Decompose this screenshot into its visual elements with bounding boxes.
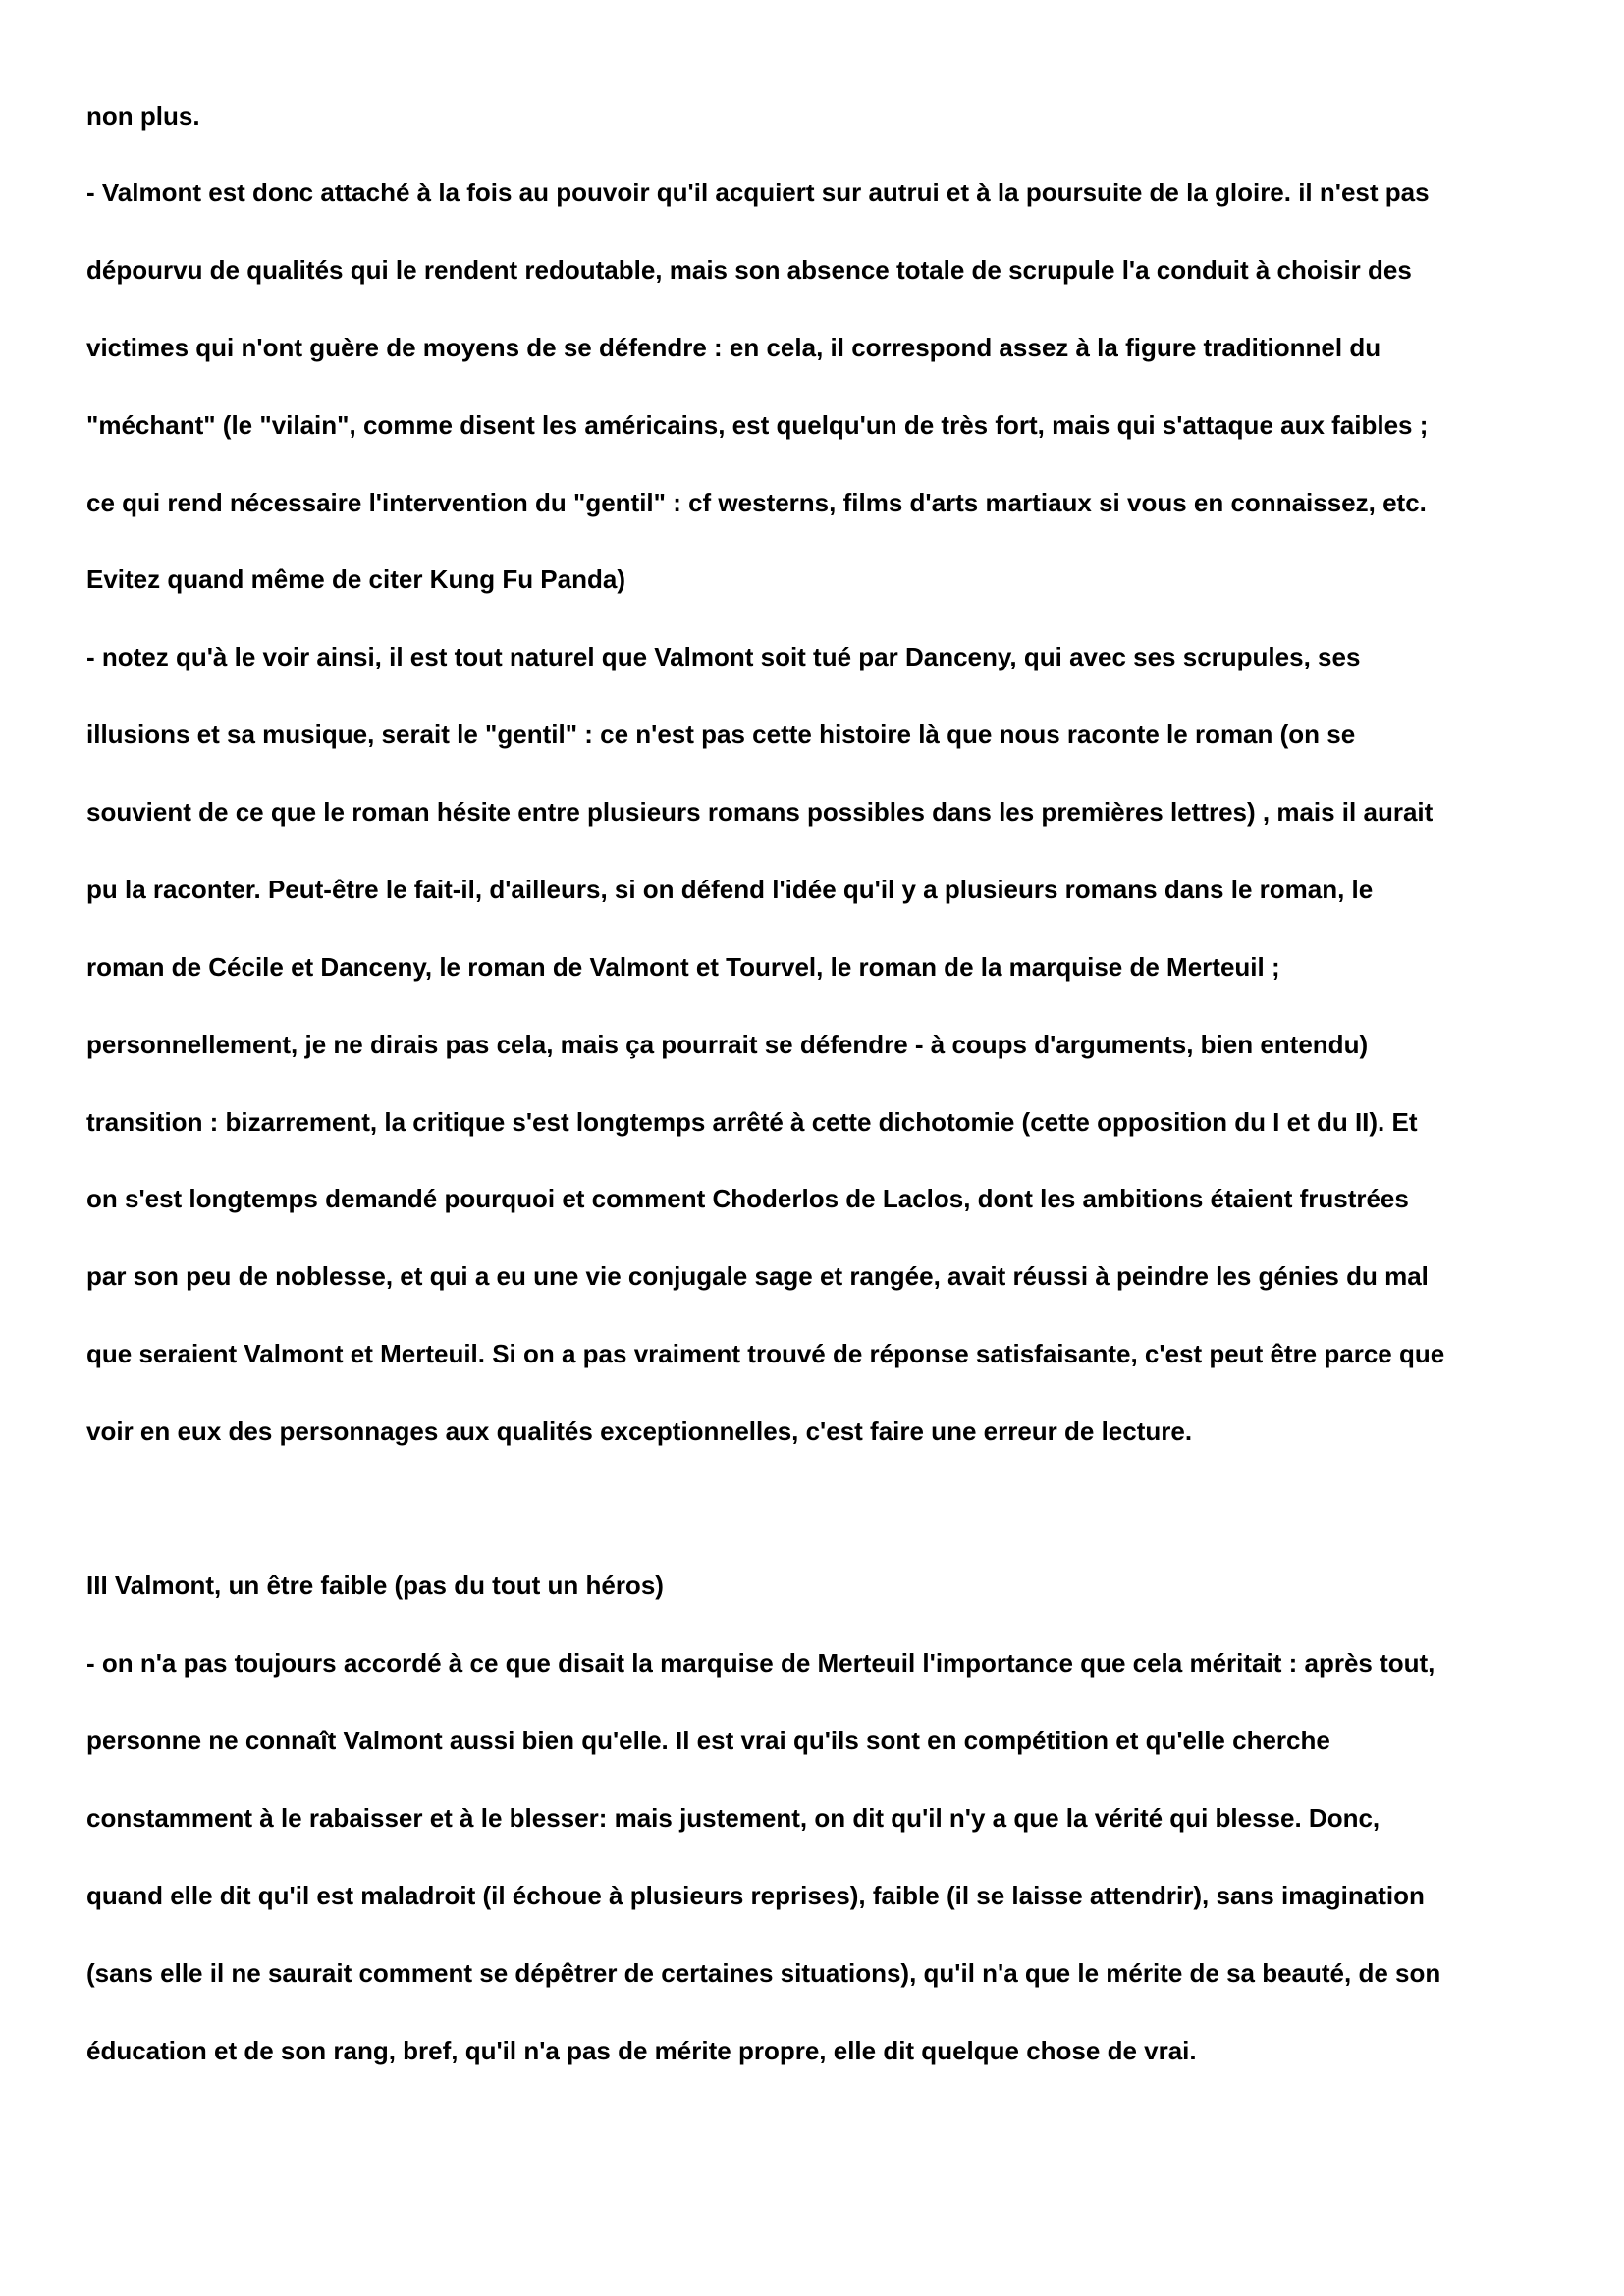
text-line: non plus. <box>86 101 200 131</box>
text-line: personne ne connaît Valmont aussi bien qu'elle. Il est vrai qu'ils sont en compétition et qu'elle cherche <box>86 1726 1330 1755</box>
text-line: on s'est longtemps demandé pourquoi et comment Choderlos de Laclos, dont les ambitions étaient frustrées <box>86 1184 1409 1213</box>
text-line: dépourvu de qualités qui le rendent redoutable, mais son absence totale de scrupule l'a conduit à choisir des <box>86 255 1412 285</box>
text-line: roman de Cécile et Danceny, le roman de Valmont et Tourvel, le roman de la marquise de Merteuil ; <box>86 952 1280 982</box>
text-line: illusions et sa musique, serait le "gentil" : ce n'est pas cette histoire là que nous raconte le roman (on se <box>86 720 1356 749</box>
text-line: victimes qui n'ont guère de moyens de se défendre : en cela, il correspond assez à la figure traditionnel du <box>86 333 1381 362</box>
text-line: par son peu de noblesse, et qui a eu une vie conjugale sage et rangée, avait réussi à peindre les génies du mal <box>86 1261 1429 1291</box>
text-line: "méchant" (le "vilain", comme disent les américains, est quelqu'un de très fort, mais qui s'attaque aux faibles ; <box>86 410 1429 440</box>
text-line: transition : bizarrement, la critique s'est longtemps arrêté à cette dichotomie (cette opposition du I et du II). Et <box>86 1107 1418 1137</box>
text-line: Evitez quand même de citer Kung Fu Panda) <box>86 564 625 594</box>
text-line: personnellement, je ne dirais pas cela, mais ça pourrait se défendre - à coups d'arguments, bien entendu) <box>86 1030 1369 1059</box>
text-line: (sans elle il ne saurait comment se dépêtrer de certaines situations), qu'il n'a que le mérite de sa beauté, de son <box>86 1958 1441 1988</box>
text-line: - Valmont est donc attaché à la fois au pouvoir qu'il acquiert sur autrui et à la poursuite de la gloire. il n'est pas <box>86 178 1430 207</box>
text-line: - on n'a pas toujours accordé à ce que disait la marquise de Merteuil l'importance que cela méritait : après tout, <box>86 1648 1435 1678</box>
text-line: - notez qu'à le voir ainsi, il est tout naturel que Valmont soit tué par Danceny, qui avec ses scrupules, ses <box>86 642 1361 671</box>
text-line: souvient de ce que le roman hésite entre plusieurs romans possibles dans les premières lettres) , mais il aurait <box>86 797 1434 827</box>
section-heading: III Valmont, un être faible (pas du tout un héros) <box>86 1571 664 1600</box>
text-line: pu la raconter. Peut-être le fait-il, d'ailleurs, si on défend l'idée qu'il y a plusieurs romans dans le roman, le <box>86 875 1374 904</box>
text-line: quand elle dit qu'il est maladroit (il échoue à plusieurs reprises), faible (il se laisse attendrir), sans imagination <box>86 1881 1425 1910</box>
text-line: constamment à le rabaisser et à le blesser: mais justement, on dit qu'il n'y a que la vérité qui blesse. Donc, <box>86 1803 1380 1833</box>
text-line: voir en eux des personnages aux qualités exceptionnelles, c'est faire une erreur de lecture. <box>86 1416 1193 1446</box>
text-line: éducation et de son rang, bref, qu'il n'a pas de mérite propre, elle dit quelque chose de vrai. <box>86 2036 1197 2065</box>
text-line: que seraient Valmont et Merteuil. Si on a pas vraiment trouvé de réponse satisfaisante, c'est peut être parce que <box>86 1339 1445 1368</box>
text-line: ce qui rend nécessaire l'intervention du "gentil" : cf westerns, films d'arts martiaux si vous en connaissez, etc. <box>86 488 1427 517</box>
